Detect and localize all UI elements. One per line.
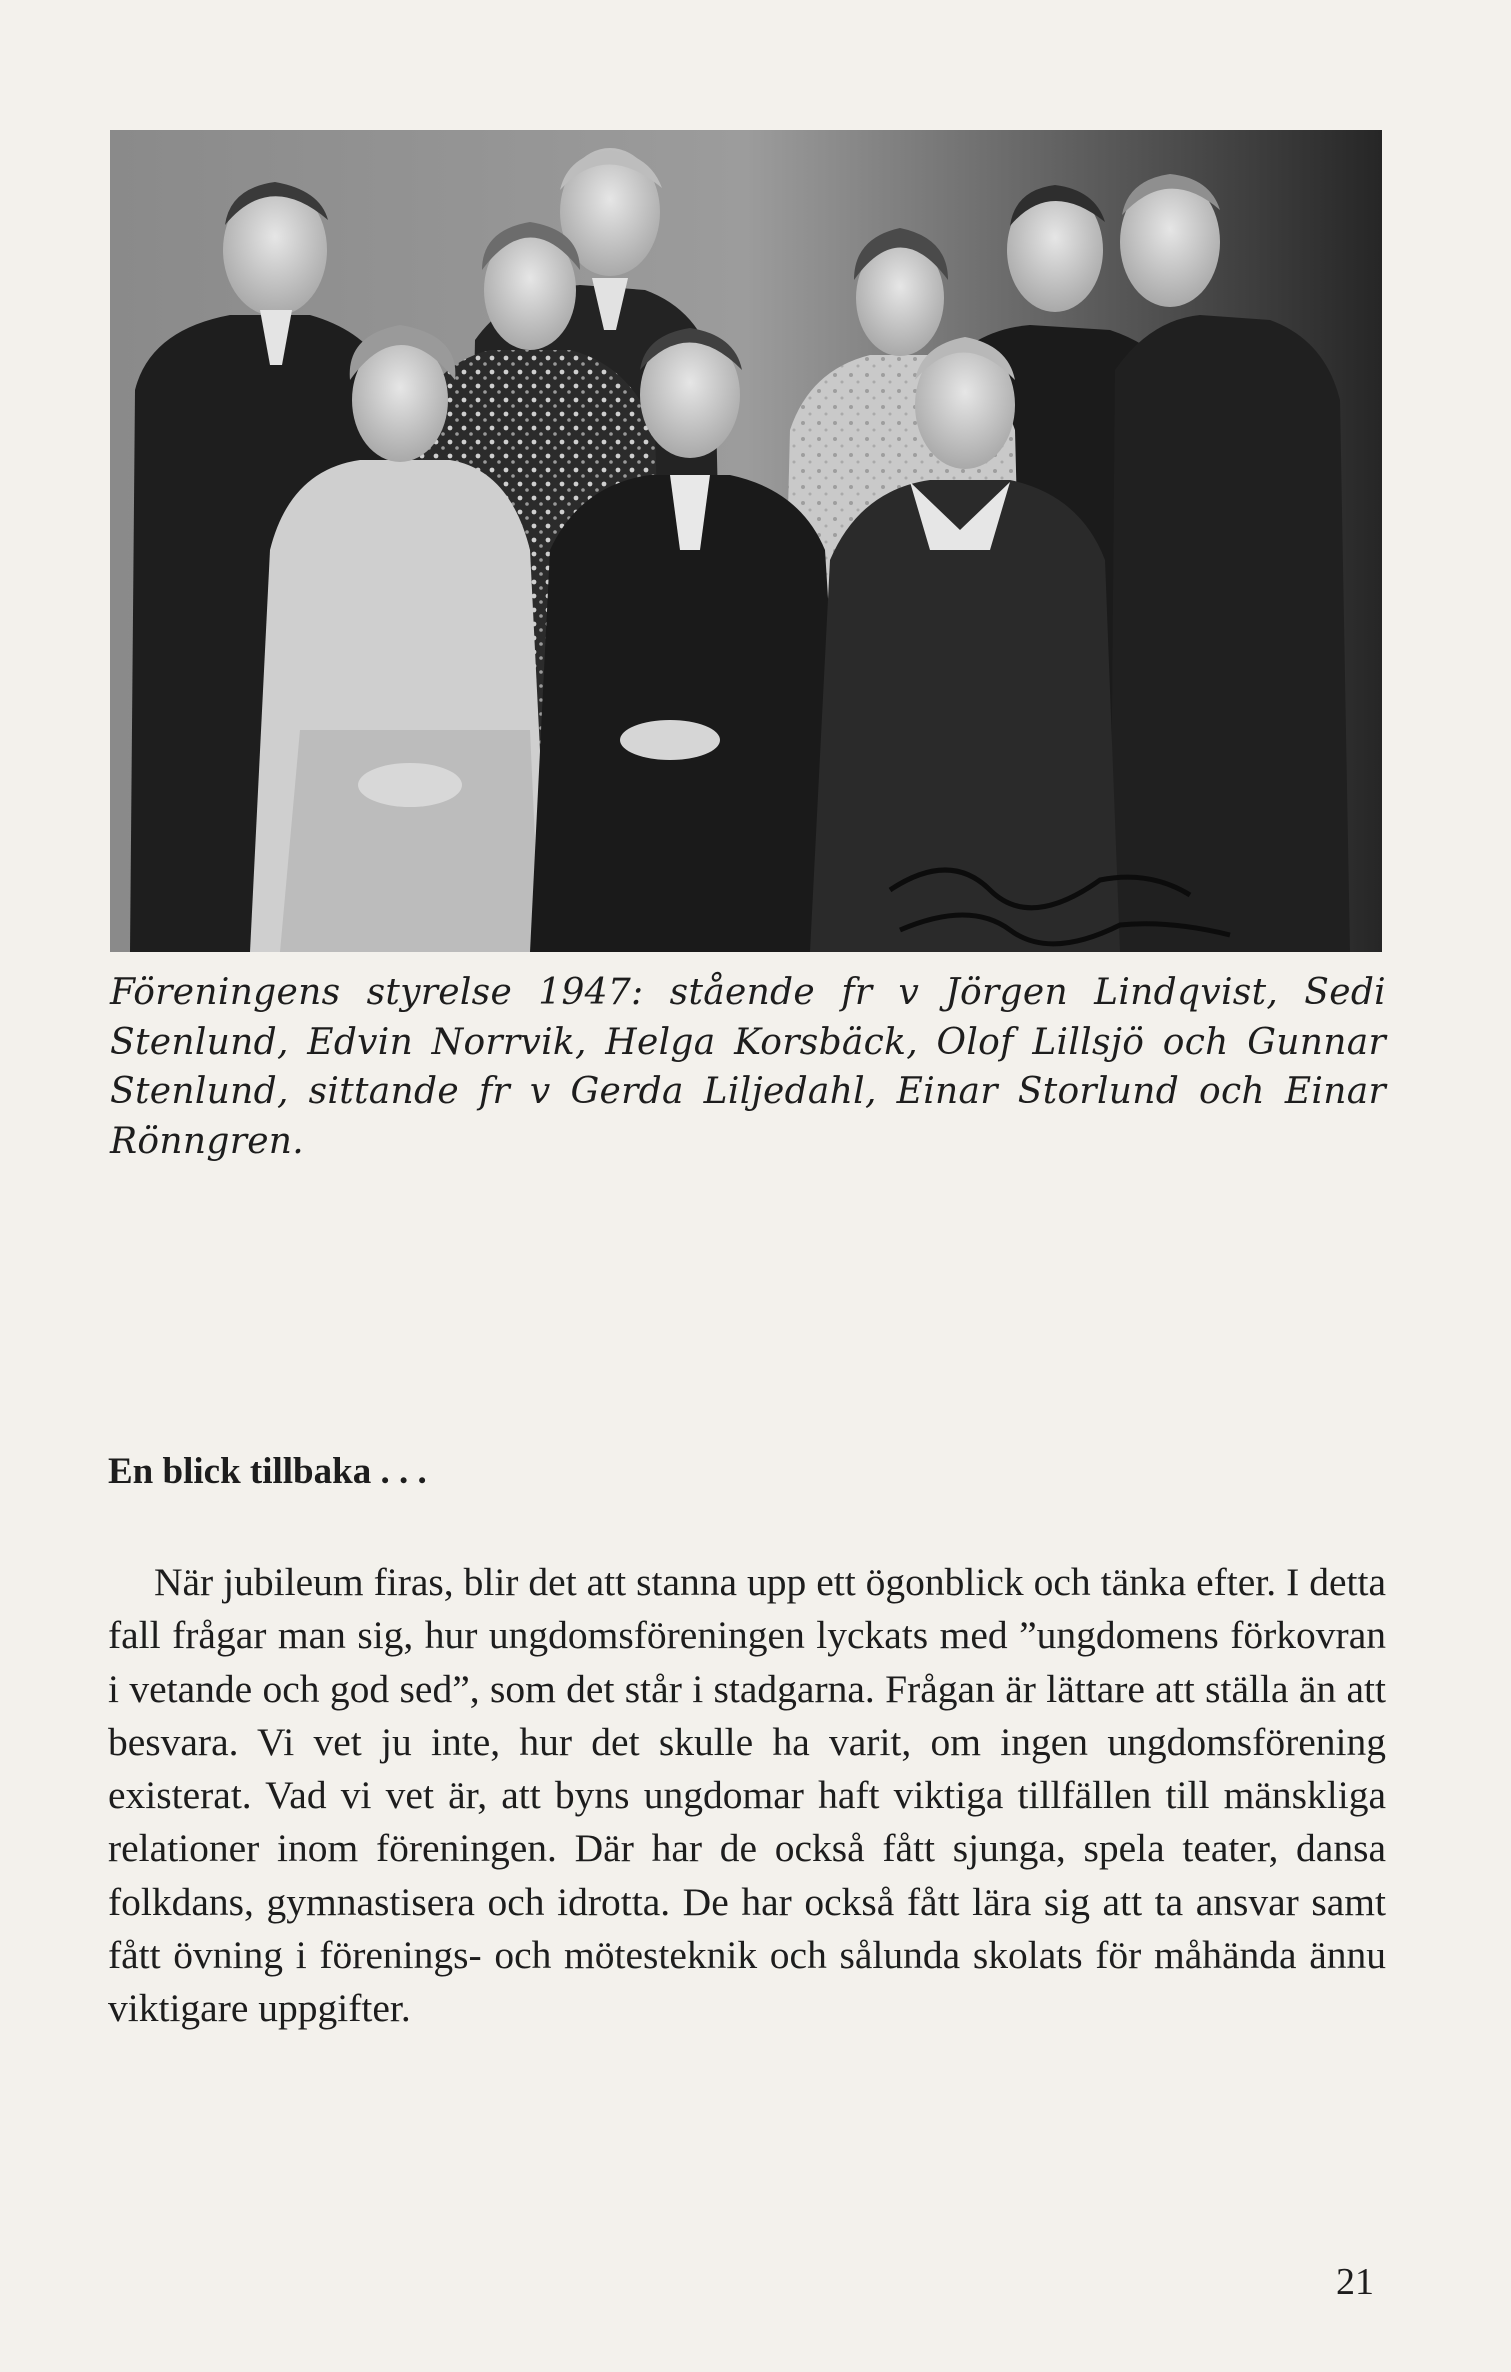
body-paragraph	[108, 1556, 1386, 2036]
photo-illustration	[110, 130, 1382, 952]
photo-caption: Föreningens styrelse 1947: stående fr v Jörgen Lindqvist, Sedi Stenlund, Edvin Norrvik, Helga Korsbäck, Olof Lillsjö och Gunnar Stenlund, sittande fr v Gerda Liljedahl, Einar Storlund och Einar Rönngren.	[110, 972, 1386, 1162]
group-portrait-photo	[110, 130, 1382, 952]
page-number: 21	[1336, 2261, 1374, 2303]
body-paragraph-text: När jubileum firas, blir det att stanna upp ett ögonblick och tänka efter. I detta fall frågar man sig, hur ungdomsföreningen lyckats med ”ungdomens förkovran i vetande och god sed”, som det står i stadgarna. Frågan är lättare att ställa än att besvara. Vi vet ju inte, hur det skulle ha varit, om ingen ungdomsförening existerat. Vad vi vet är, att byns ungdomar haft viktiga tillfällen till mänskliga relationer inom föreningen. Där har de också fått sjunga, spela teater, dansa folkdans, gymnastisera och idrotta. De har också fått lära sig att ta ansvar samt fått övning i förenings- och mötesteknik och sålunda skolats för måhända ännu viktigare uppgifter.	[108, 1560, 1386, 2031]
section-heading: En blick tillbaka . . .	[108, 1451, 427, 1492]
